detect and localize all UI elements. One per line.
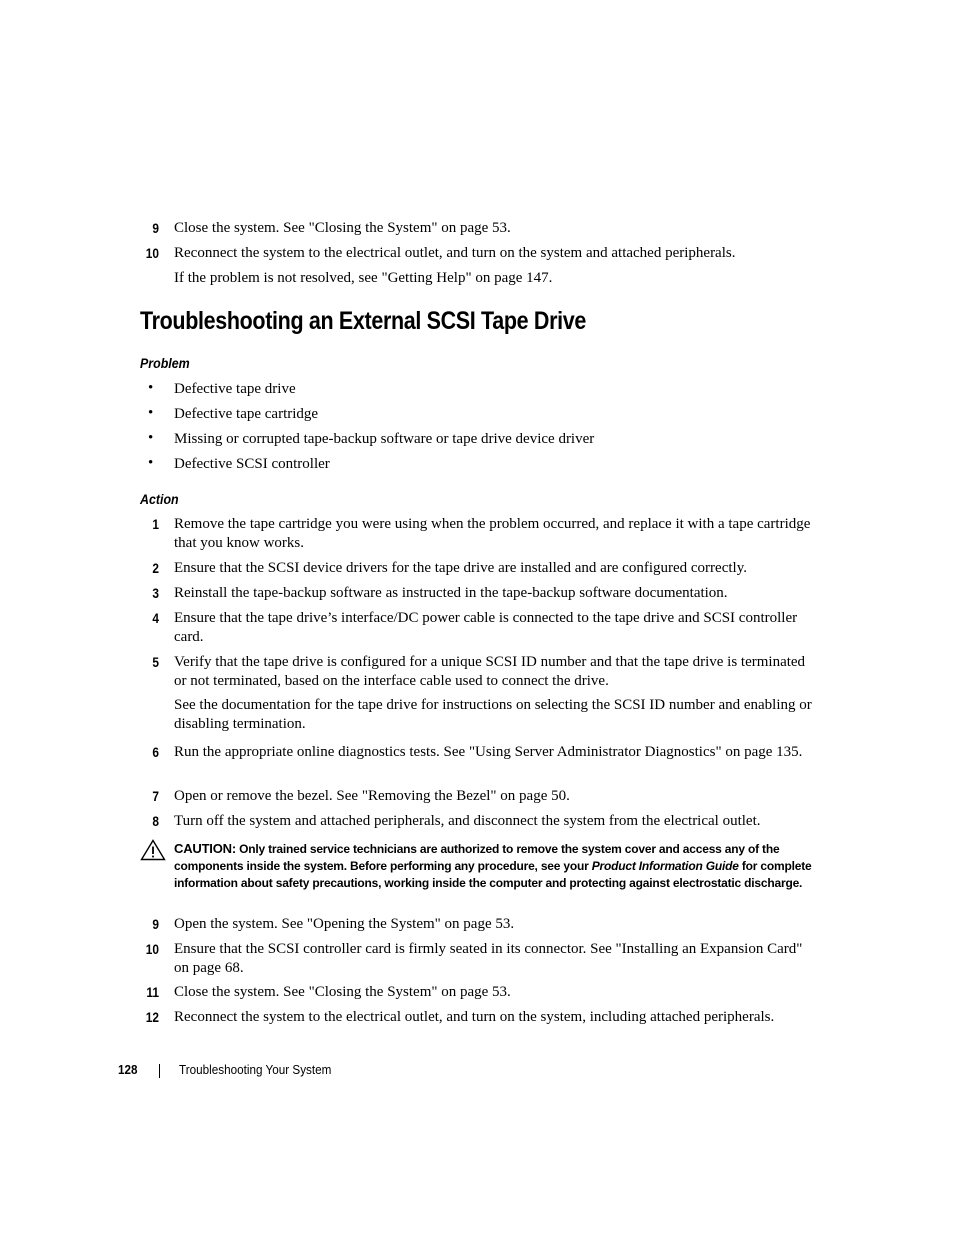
step-text: Reconnect the system to the electrical outlet, and turn on the system and attached peripherals. [174,245,736,261]
bullet-dot: • [148,405,154,421]
caution-text-before: Only trained service technicians are authorized to remove the system cover and access any of the components inside the system. Before performing any procedure, see your [174,842,780,873]
footer-divider [159,1064,160,1078]
step-text: Close the system. See "Closing the System" on page 53. [174,984,511,1000]
caution-notice [174,840,819,892]
step-number: 11 [146,985,159,1000]
section-title: Troubleshooting an External SCSI Tape Drive [140,307,586,335]
step-number: 1 [152,517,159,532]
bullet-dot: • [148,380,154,396]
bullet-dot: • [148,455,154,471]
step-text: Open or remove the bezel. See "Removing the Bezel" on page 50. [174,788,570,804]
step-text: Verify that the tape drive is configured for a unique SCSI ID number and that the tape drive is terminated or not terminated, based on the interface cable used to connect the drive. [174,654,806,689]
step-text: Ensure that the tape drive’s interface/DC power cable is connected to the tape drive and SCSI controller card. [174,610,798,645]
step-number: 8 [152,814,159,829]
step-text: Run the appropriate online diagnostics tests. See "Using Server Administrator Diagnostics" on page 135. [174,744,803,760]
bullet-text: Missing or corrupted tape-backup software or tape drive device driver [174,431,595,447]
step-text: Reinstall the tape-backup software as instructed in the tape-backup software documentation. [174,585,728,601]
step-number: 2 [152,561,159,576]
problem-label: Problem [140,356,190,371]
warning-triangle-icon [140,839,166,861]
step-number: 9 [152,221,159,236]
step-number: 3 [152,586,159,601]
action-label: Action [140,492,179,507]
step-number: 9 [152,917,159,932]
step5-note: See the documentation for the tape drive for instructions on selecting the SCSI ID number and enabling or disabling termination. [174,697,812,732]
step-text: Ensure that the SCSI controller card is firmly seated in its connector. See "Installing an Expansion Card" on page 68. [174,941,803,976]
intro-note: If the problem is not resolved, see "Getting Help" on page 147. [174,270,553,286]
bullet-text: Defective tape cartridge [174,406,319,422]
step-text: Close the system. See "Closing the System" on page 53. [174,220,511,236]
step-number: 12 [145,1010,159,1025]
step-text: Reconnect the system to the electrical outlet, and turn on the system, including attached peripherals. [174,1009,775,1025]
step-text: Turn off the system and attached peripherals, and disconnect the system from the electrical outlet. [174,813,761,829]
step-number: 4 [152,611,159,626]
step-number: 5 [152,655,159,670]
step-text: Remove the tape cartridge you were using when the problem occurred, and replace it with a tape cartridge that you know works. [174,516,811,551]
step-text: Open the system. See "Opening the System" on page 53. [174,916,515,932]
bullet-text: Defective tape drive [174,381,296,397]
step-number: 6 [152,745,159,760]
step-number: 10 [145,246,159,261]
bullet-text: Defective SCSI controller [174,456,330,472]
step-number: 10 [145,942,159,957]
page-number: 128 [118,1062,138,1077]
step-number: 7 [152,789,159,804]
caution-emphasis: Product Information Guide [591,859,739,873]
step-text: Ensure that the SCSI device drivers for the tape drive are installed and are configured correctly. [174,560,747,576]
caution-text-after: for complete information about safety precautions, working inside the computer and protecting against electrostatic discharge. [174,859,812,890]
caution-label: CAUTION: [174,841,236,856]
bullet-dot: • [148,430,154,446]
footer-chapter-title: Troubleshooting Your System [179,1062,332,1077]
